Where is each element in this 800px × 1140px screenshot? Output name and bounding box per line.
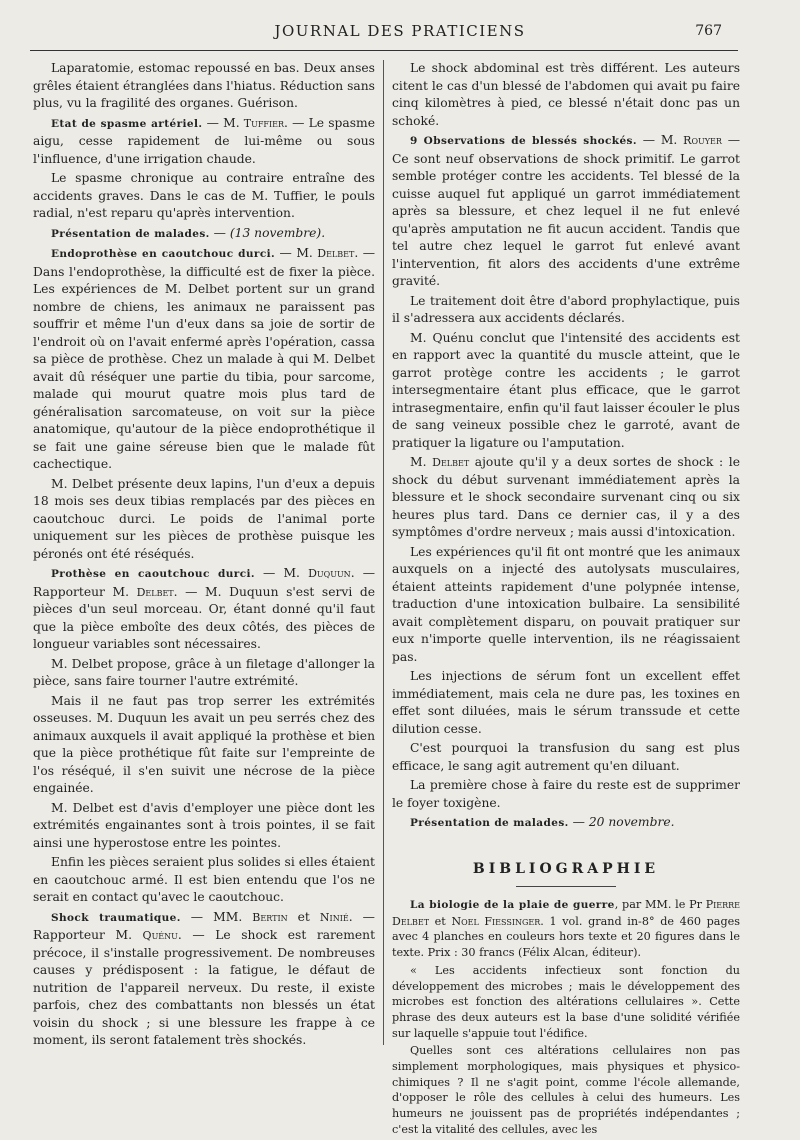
author-name: Duquun [308,567,351,580]
rapporteur-name: Delbet [136,585,174,599]
column-divider [383,60,384,1045]
section-text: . — Dans l'endoprothèse, la difficulté est de fixer la pièce. Les expériences de M. Delbet portent sur un grand nombre de chiens, les animaux ne paraissent pas souffrir et même l'un d'eux dans sa joie de sortir de l'endroit où on l'avait enfermé après l'opération, cassa sa pièce de prothèse. Chez un malade à qui M. Delbet avait dû réséquer une partie du tibia, pour sarcome, malade qui mourut quatre mois plus tard de généralisation sarcomateuse, on voit sur la pièce anatomique, qu'autour de la pièce endoprothétique il se fait une gaine séreuse bien que le malade fût cachectique. [33,246,376,471]
author-name: Bertin [252,910,288,924]
paragraph: M. Delbet est d'avis d'employer une pièce dont les extrémités engainantes sont à trois pointes, il se fait ainsi une hyperostose entre les pointes. [33,800,375,850]
book-entry [392,897,740,961]
rapporteur-label: . — Rapporteur M. [33,566,375,599]
paragraph: Les injections de sérum font un excellent effet immédiatement, mais cela ne dure pas, les toxines en effet sont diluées, mais le sérum transsude et cette dilution cesse. [392,669,740,736]
paragraph: M. Delbet propose, grâce à un filetage d'allonger la pièce, sans faire tourner l'autre extrémité. [33,656,375,688]
presentation-date: (13 novembre). [229,225,326,240]
section-endoprothese: Endoprothèse en caoutchouc durci. — M. Delbet. — Dans l'endoprothèse, la difficulté est de fixer la pièce. Les expériences de M. Delbet portent sur un grand nombre de chiens, les animaux ne paraissent pas souffrir et même l'un d'eux dans sa joie de sortir de l'endroit où on l'avait enfermé après l'opération, cassa sa pièce de prothèse. Chez un malade à qui M. Delbet avait dû réséquer une partie du tibia, pour sarcome, malade qui mourut quatre mois plus tard de généralisation sarcomateuse, on voit sur la pièce anatomique, qu'autour de la pièce endoprothétique il se fait une gaine séreuse bien que le malade fût cachectique. [33,246,376,471]
book-by: , par MM. le Pr [614,898,706,911]
journal-title: JOURNAL DES PRATICIENS [274,22,526,40]
section-heading: Présentation de malades. [51,227,210,240]
dash: — M. [202,115,244,130]
book-author: Noel Fiessinger [451,914,541,928]
title-m: M. [410,455,433,469]
author-name: Rouyer [683,134,722,147]
author-name: Delbet [317,247,355,260]
author-name: Ninié [319,910,349,924]
book-details: . 1 vol. grand in-8° de 460 pages avec 4 planches en couleurs hors texte et 20 figures dans le texte. Prix : 30 francs (Félix Alcan, éditeur). [392,914,740,960]
paragraph-text: ajoute qu'il y a deux sortes de shock : le shock du début survenant immédiatement après la blessure et le shock secondaire survenant cinq ou six heures plus tard. Dans ce dernier cas, il y a des symptômes d'ordre nerveux ; mais aussi d'intoxication. [392,455,740,539]
book-author: Pierre Delbet [392,898,741,928]
section-text: . — Le spasme aigu, cesse rapidement de lui-même ou sous l'influence, d'une irrigation chaude. [33,115,375,166]
paragraph: Le spasme chronique au contraire entraîne des accidents graves. Dans le cas de M. Tuffier, le pouls radial, n'est reparu qu'après intervention. [33,171,375,220]
presentation-line: Présentation de malades. — (13 novembre). [51,225,326,240]
bibliography-rule [516,886,616,887]
header-rule [30,50,738,51]
section-text: — Ce sont neuf observations de shock primitif. Le garrot semble protéger contre les accidents. Tel blessé de la cuisse auquel fut appliqué un garrot immédiatement après sa blessure, et chez lequel il ne fut enlevé qu'après amputation ne fit aucun accident. Tandis que tel autre chez lequel le garrot fut enlevé avant l'intervention, fit alors des accidents d'une extrême gravité. [392,133,740,288]
right-column [392,60,740,1140]
section-rouyer: 9 Observations de blessés shockés. — M. Rouyer — Ce sont neuf observations de shock primitif. Le garrot semble protéger contre les accidents. Tel blessé de la cuisse auquel fut appliqué un garrot immédiatement après sa blessure, et chez lequel il ne fut enlevé qu'après amputation ne fit aucun accident. Tandis que tel autre chez lequel le garrot fut enlevé avant l'intervention, fit alors des accidents d'une extrême gravité. [392,133,740,288]
section-heading: Prothèse en caoutchouc durci. [51,568,255,580]
review-paragraph: « Les accidents infectieux sont fonction du développement des microbes ; mais le développement des microbes est fonction des altérations cellulaires ». Cette phrase des deux auteurs est la base d'une solidité vérifiée sur laquelle s'appuie tout l'édifice. [392,963,740,1040]
rapporteur-name: Quénu [142,929,178,942]
and-word: et [287,909,320,924]
bibliography-heading: BIBLIOGRAPHIE [472,860,660,877]
book-title: La biologie de la plaie de guerre [410,899,615,911]
paragraph: Enfin les pièces seraient plus solides si elles étaient en caoutchouc armé. Il est bien entendu que l'os ne serait en contact qu'avec le caoutchouc. [33,855,375,904]
rapporteur-label: . — Rapporteur M. [33,909,375,942]
paragraph: La première chose à faire du reste est de supprimer le foyer toxigène. [392,778,740,810]
section-shock: Shock traumatique. — MM. Bertin et Ninié. — Rapporteur M. Quénu. — Le shock est rarement précoce, il s'installe progressivement. De nombreuses causes y prédisposent : la fatigue, le défaut de nutrition de l'appareil nerveux. Du reste, il existe parfois, chez des combattants non blessés un état voisin du shock ; si une blessure les frappe à ce moment, ils seront fatalement très shockés. [33,909,376,1047]
paragraph: C'est pourquoi la transfusion du sang est plus efficace, le sang agit autrement qu'en diluant. [392,741,740,773]
page-number: 767 [695,23,722,39]
section-tuffier [33,115,375,169]
author-name: Tuffier [243,116,285,130]
and-word: et [429,914,452,928]
paragraph-delbet [392,454,740,542]
section-heading: Etat de spasme artériel. [51,117,203,130]
paragraph: Les expériences qu'il fit ont montré que les animaux auxquels on a injecté des autolysats musculaires, étaient atteints rapidement d'une polypnée intense, traduction d'une intoxication bulbaire. La sensibilité avait complètement disparu, on pouvait pratiquer sur eux n'importe quelle intervention, ils ne réagissaient pas. [392,544,740,664]
section-heading: 9 Observations de blessés shockés. [410,135,637,147]
section-text: . — Le shock est rarement précoce, il s'installe progressivement. De nombreuses causes y prédisposent : la fatigue, le défaut de nutrition de l'appareil nerveux. Du reste, il existe parfois, chez des combattants non blessés un état voisin du shock ; si une blessure les frappe à ce moment, ils seront fatalement très shockés. [33,928,376,1047]
paragraph: Le shock abdominal est très différent. Les auteurs citent le cas d'un blessé de l'abdomen qui avait pu faire cinq kilomètres à pied, ce blessé n'était donc pas un schoké. [392,61,740,128]
section-heading: Présentation de malades. [410,817,569,829]
section-heading: Shock traumatique. [51,911,181,924]
section-prothese: Prothèse en caoutchouc durci. — M. Duquun. — Rapporteur M. Delbet. — M. Duquun s'est servi de pièces d'un seul morceau. Or, étant donné qu'il faut que la pièce emboîte des deux côtés, des pièces de longueur variables sont nécessaires. [33,566,375,651]
left-column [33,60,375,1052]
review-paragraph: Quelles sont ces altérations cellulaires non pas simplement morphologiques, mais physiques et physico-chimiques ? Il ne s'agit point, comme l'école allemande, d'opposer le rôle des cellules à celui des humeurs. Les humeurs ne jouissent pas de propriétés indépendantes ; c'est la vitalité des cellules, avec les [392,1044,740,1136]
paragraph: M. Delbet présente deux lapins, l'un d'eux a depuis 18 mois ses deux tibias remplacés par des pièces en caoutchouc durci. Le poids de l'animal porte uniquement sur les pièces de prothèse puisque les péronés ont été réséqués. [33,476,375,561]
presentation-date: 20 novembre. [588,815,675,829]
paragraph: Mais il ne faut pas trop serrer les extrémités osseuses. M. Duquun les avait un peu serrés chez des animaux auxquels il avait appliqué la prothèse et bien que la pièce prothétique fût faite sur l'empreinte de l'os réséqué, il s'en suivit une nécrose de la pièce engainée. [33,693,375,795]
presentation-line: Présentation de malades. — 20 novembre. [410,815,675,829]
section-text: . — M. Duquun s'est servi de pièces d'un seul morceau. Or, étant donné qu'il faut que la pièce emboîte des deux côtés, des pièces de longueur variables sont nécessaires. [33,584,375,651]
section-heading: Endoprothèse en caoutchouc durci. [51,248,276,260]
paragraph: Laparatomie, estomac repoussé en bas. Deux anses grêles étaient étranglées dans l'hiatus. Réduction sans plus, vu la fragilité des organes. Guérison. [33,61,375,110]
running-head [0,18,800,46]
author-name: Delbet [432,456,470,469]
paragraph: M. Quénu conclut que l'intensité des accidents est en rapport avec la quantité du muscle atteint, que le garrot protège contre les accidents ; le garrot intersegmentaire étant plus efficace, que le garrot intrasegmentaire, enfin qu'il faut laisser écouler le plus de sang veineux possible chez le garroté, avant de pratiquer la ligature ou l'amputation. [392,330,740,450]
paragraph: Le traitement doit être d'abord prophylactique, puis il s'adressera aux accidents déclarés. [392,293,740,325]
